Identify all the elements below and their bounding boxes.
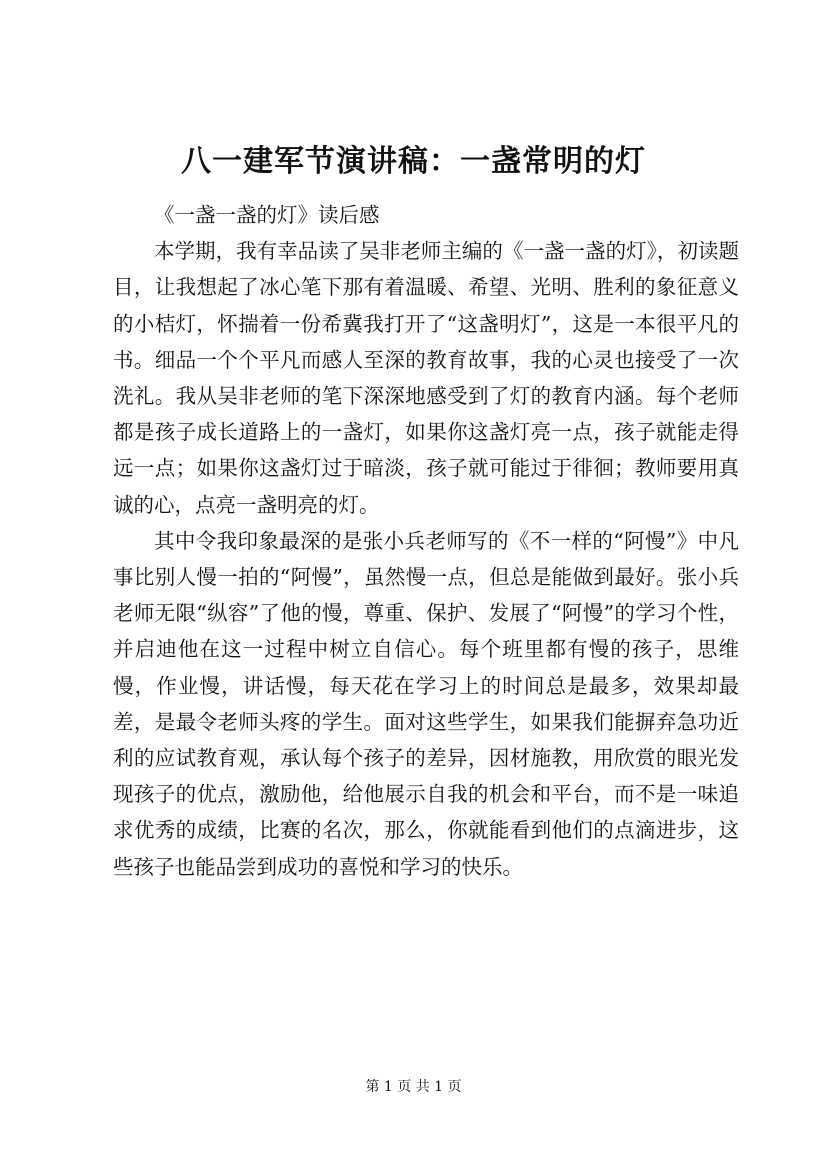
document-subtitle: 《一盏一盏的灯》读后感 xyxy=(154,203,380,227)
paragraph-2: 其中令我印象最深的是张小兵老师写的《不一样的“阿慢”》中凡事比别人慢一拍的“阿慢”，虽然慢一点，但总是能做到最好。张小兵老师无限“纵容”了他的慢，尊重、保护、发展了“阿慢”的学习个性，并启迪他在这一过程中树立自信心。每个班里都有慢的孩子，思维慢，作业慢，讲话慢，每天花在学习上的时间总是最多，效果却最差，是最令老师头疼的学生。面对这些学生，如果我们能摒弃急功近利的应试教育观，承认每个孩子的差异，因材施教，用欣赏的眼光发现孩子的优点，激励他，给他展示自我的机会和平台，而不是一味追求优秀的成绩，比赛的名次，那么，你就能看到他们的点滴进步，这些孩子也能品尝到成功的喜悦和学习的快乐。 xyxy=(113,528,739,879)
document-title: 八一建军节演讲稿：一盏常明的灯 xyxy=(181,144,646,179)
paragraph-1: 本学期，我有幸品读了吴非老师主编的《一盏一盏的灯》，初读题目，让我想起了冰心笔下那有着温暖、希望、光明、胜利的象征意义的小桔灯，怀揣着一份希冀我打开了“这盏明灯”，这是一本很平凡的书。细品一个个平凡而感人至深的教育故事，我的心灵也接受了一次洗礼。我从吴非老师的笔下深深地感受到了灯的教育内涵。每个老师都是孩子成长道路上的一盏灯，如果你这盏灯亮一点，孩子就能走得远一点；如果你这盏灯过于暗淡，孩子就可能过于徘徊；教师要用真诚的心，点亮一盏明亮的灯。 xyxy=(113,239,739,517)
page-footer: 第 1 页 共 1 页 xyxy=(365,1079,462,1095)
document-body xyxy=(113,197,739,885)
